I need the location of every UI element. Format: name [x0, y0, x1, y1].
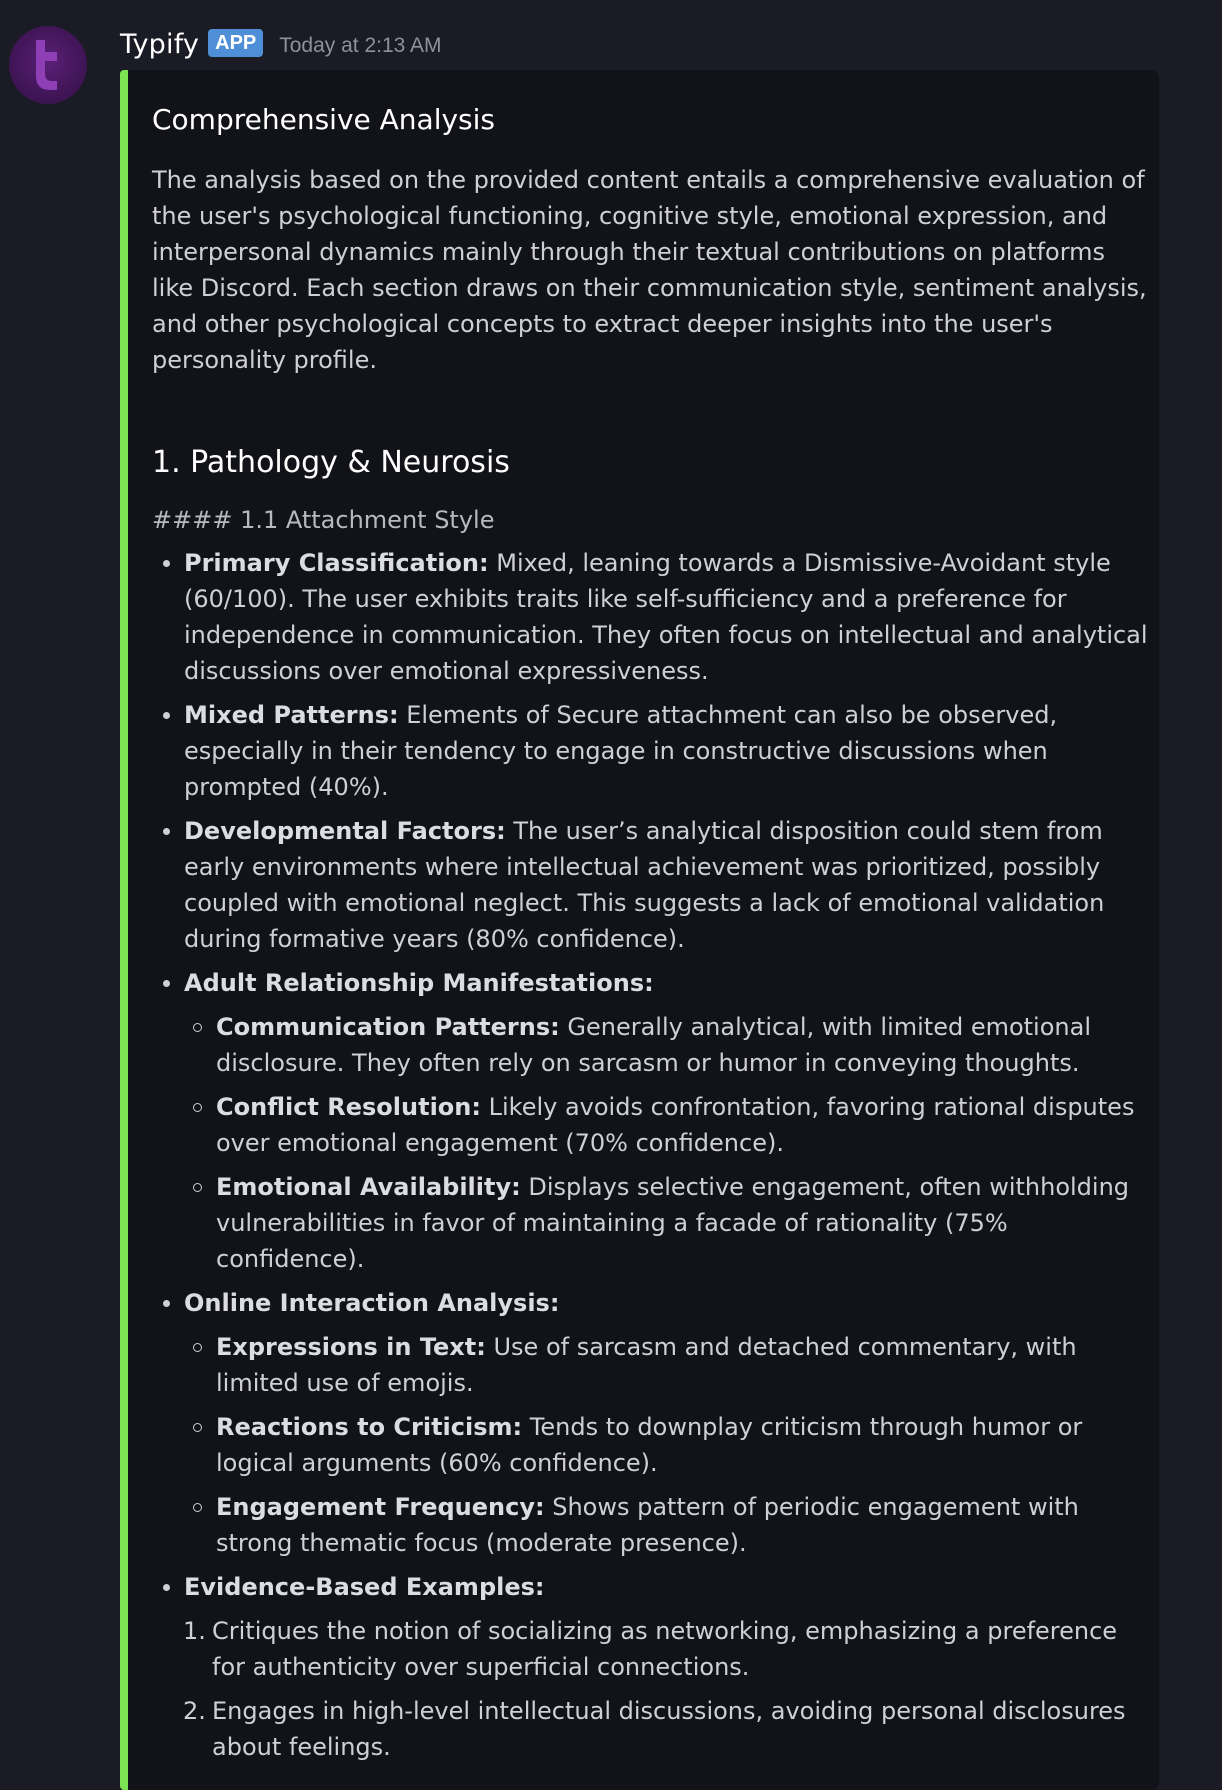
item-number: 1. [183, 1617, 206, 1645]
message-timestamp[interactable]: Today at 2:13 AM [279, 34, 442, 57]
embed [120, 70, 1159, 1790]
item-label: Communication Patterns: [216, 1013, 560, 1041]
list-item [152, 1489, 1152, 1561]
list-item [152, 1693, 1152, 1765]
item-label: Conflict Resolution: [216, 1093, 481, 1121]
list-item [152, 813, 1152, 957]
item-label: Reactions to Criticism: [216, 1413, 523, 1441]
list-item [152, 965, 1152, 1001]
item-label: Primary Classification: [184, 549, 489, 577]
list-item [152, 1169, 1152, 1277]
item-text: Mixed, leaning towards a Dismissive-Avoidant style (60/100). The user exhibits traits like self-sufficiency and a preference for independence in communication. They often focus on intellectual and analytical discussions over emotional expressiveness. [184, 549, 1148, 685]
typify-logo-icon [9, 26, 87, 104]
item-label: Emotional Availability: [216, 1173, 521, 1201]
item-text: Displays selective engagement, often withholding vulnerabilities in favor of maintaining a facade of rationality (75% confidence). [216, 1173, 1130, 1273]
item-text: Likely avoids confrontation, favoring rational disputes over emotional engagement (70% confidence). [216, 1093, 1135, 1157]
item-label: Mixed Patterns: [184, 701, 399, 729]
item-text: Generally analytical, with limited emotional disclosure. They often rely on sarcasm or humor in conveying thoughts. [216, 1013, 1091, 1077]
embed-title: Comprehensive Analysis [152, 103, 495, 136]
item-label: Engagement Frequency: [216, 1493, 545, 1521]
list-item [152, 1329, 1152, 1401]
embed-description: The analysis based on the provided content entails a comprehensive evaluation of the user's psychological functioning, cognitive style, emotional expression, and interpersonal dynamics mainly through their textual contributions on platforms like Discord. Each section draws on their communication style, sentiment analysis, and other psychological concepts to extract deeper insights into the user's personality profile. [152, 166, 1147, 374]
item-label: Expressions in Text: [216, 1333, 486, 1361]
item-text: Tends to downplay criticism through humor or logical arguments (60% confidence). [216, 1413, 1083, 1477]
avatar[interactable] [9, 26, 87, 104]
item-text: Engages in high-level intellectual discussions, avoiding personal disclosures about feelings. [212, 1697, 1126, 1761]
item-text: Use of sarcasm and detached commentary, with limited use of emojis. [216, 1333, 1077, 1397]
item-text: Critiques the notion of socializing as networking, emphasizing a preference for authenticity over superficial connections. [212, 1617, 1118, 1681]
list-item [152, 1409, 1152, 1481]
author-name[interactable]: Typify [120, 28, 200, 60]
item-label: Evidence-Based Examples: [184, 1573, 545, 1601]
sub-heading: #### 1.1 Attachment Style [152, 506, 495, 534]
message-header [120, 22, 442, 66]
list-item [152, 1613, 1152, 1685]
item-text: The user’s analytical disposition could stem from early environments where intellectual achievement was prioritized, possibly coupled with emotional neglect. This suggests a lack of emotional validation during formative years (80% confidence). [184, 817, 1105, 953]
section-title: 1. Pathology & Neurosis [152, 445, 510, 480]
item-number: 2. [183, 1697, 206, 1725]
list-item [152, 1089, 1152, 1161]
list-item [152, 545, 1152, 689]
item-text: Elements of Secure attachment can also be observed, especially in their tendency to engage in constructive discussions when prompted (40%). [184, 701, 1058, 801]
item-label: Adult Relationship Manifestations: [184, 969, 654, 997]
list-item [152, 1009, 1152, 1081]
list-item [152, 1285, 1152, 1321]
app-badge: APP [208, 29, 263, 57]
item-text: Shows pattern of periodic engagement with strong thematic focus (moderate presence). [216, 1493, 1079, 1557]
attachment-list [152, 545, 1152, 1773]
item-label: Online Interaction Analysis: [184, 1289, 560, 1317]
list-item [152, 697, 1152, 805]
list-item [152, 1569, 1152, 1605]
item-label: Developmental Factors: [184, 817, 506, 845]
